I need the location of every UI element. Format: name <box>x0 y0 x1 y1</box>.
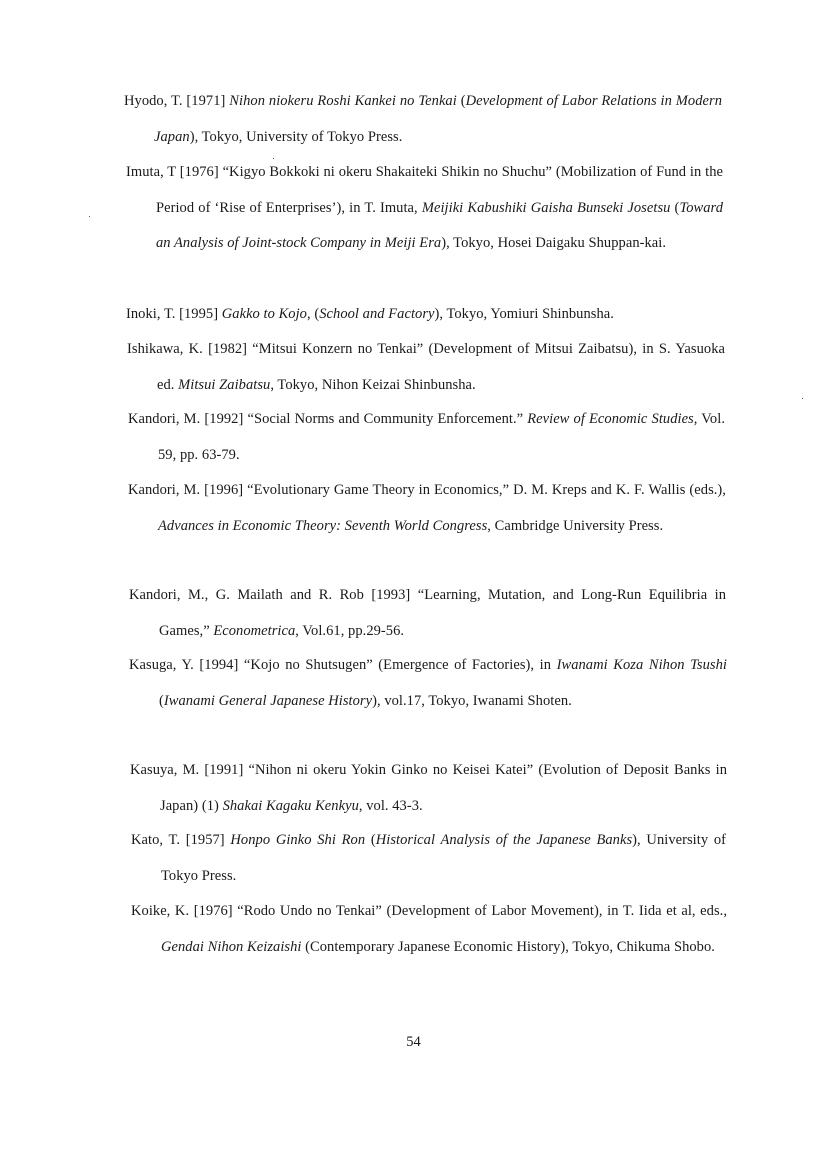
ref-journal: Review of Economic Studies <box>527 411 694 427</box>
ref-title: Mitsui Zaibatsu <box>178 376 271 393</box>
scan-speck <box>89 216 90 217</box>
ref-title-translation: Iwanami General Japanese History <box>163 692 373 709</box>
ref-text: , Vol. 59, pp. 63-79. <box>158 411 725 463</box>
ref-title-translation: School and Factory <box>319 306 435 322</box>
ref-title: Iwanami Koza Nihon Tsushi <box>556 657 728 673</box>
ref-text: ( <box>456 93 466 109</box>
ref-text: Inoki, T. [1995] <box>126 306 222 322</box>
ref-text: , Vol.61, pp.29-56. <box>295 622 405 639</box>
reference-entry <box>131 823 726 894</box>
ref-text: Kato, T. [1957] <box>131 832 231 848</box>
ref-text: Ishikawa, K. [1982] “Mitsui Konzern no Tenkai” (Development of Mitsui Zaibatsu), in S. Yasuoka ed. <box>127 341 725 393</box>
ref-text: (Contemporary Japanese Economic History), Tokyo, Chikuma Shobo. <box>301 938 715 955</box>
ref-text: Hyodo, T. [1971] <box>124 93 230 109</box>
ref-text: , Tokyo, Nihon Keizai Shinbunsha. <box>270 376 476 393</box>
ref-text: , vol. 43-3. <box>358 797 423 814</box>
ref-text: , ( <box>307 306 320 322</box>
ref-text: Koike, K. [1976] “Rodo Undo no Tenkai” (Development of Labor Movement), in T. Iida et al, eds., <box>131 903 727 919</box>
ref-text: ( <box>365 832 376 848</box>
page-number: 54 <box>406 1034 421 1050</box>
ref-text: Imuta, T [1976] “Kigyo Bokkoki ni okeru Shakaiteki Shikin no Shuchu” (Mobilization of Fund in the Period of ‘Rise of Enterprises’), in T. Imuta, <box>126 164 723 216</box>
ref-title-translation: Toward an Analysis of Joint-stock Company in Meiji Era <box>156 199 723 251</box>
ref-text: ( <box>159 692 164 709</box>
reference-entry <box>130 753 727 824</box>
ref-text: ), University of Tokyo Press. <box>161 832 727 884</box>
reference-entry <box>129 648 727 719</box>
ref-title: Meijiki Kabushiki Gaisha Bunseki Josetsu <box>421 199 671 216</box>
reference-entry <box>128 402 725 473</box>
reference-entry <box>131 894 727 965</box>
ref-title: Advances in Economic Theory: Seventh World Congress <box>158 517 488 534</box>
ref-title: Honpo Ginko Shi Ron <box>230 832 366 848</box>
reference-entry <box>128 473 726 544</box>
ref-text: ), Tokyo, Yomiuri Shinbunsha. <box>434 306 614 322</box>
ref-title: Gendai Nihon Keizaishi <box>161 938 302 955</box>
ref-text: ), Tokyo, University of Tokyo Press. <box>189 128 403 145</box>
ref-text: ), vol.17, Tokyo, Iwanami Shoten. <box>372 692 572 709</box>
ref-title: Nihon niokeru Roshi Kankei no Tenkai <box>229 93 457 109</box>
reference-entry <box>129 578 726 649</box>
ref-title-translation: Historical Analysis of the Japanese Banks <box>375 832 633 848</box>
scan-speck <box>273 158 274 159</box>
ref-journal: Econometrica <box>213 622 296 639</box>
ref-text: , Cambridge University Press. <box>487 517 664 534</box>
ref-text: Kandori, M. [1996] “Evolutionary Game Theory in Economics,” D. M. Kreps and K. F. Wallis (eds.), <box>128 482 726 498</box>
ref-title: Gakko to Kojo <box>221 306 307 322</box>
ref-text: ), Tokyo, Hosei Daigaku Shuppan-kai. <box>441 235 667 251</box>
scan-speck <box>802 398 803 399</box>
ref-text: Kasuga, Y. [1994] “Kojo no Shutsugen” (Emergence of Factories), in <box>129 657 557 673</box>
reference-entry <box>126 297 726 333</box>
ref-text: Kasuya, M. [1991] “Nihon ni okeru Yokin Ginko no Keisei Katei” (Evolution of Deposit Banks in Japan) (1) <box>130 762 727 814</box>
reference-entry <box>126 155 723 262</box>
ref-title-translation: Development of Labor Relations in Modern Japan <box>154 93 723 145</box>
ref-journal: Shakai Kagaku Kenkyu <box>222 797 359 814</box>
ref-text: Kandori, M., G. Mailath and R. Rob [1993] “Learning, Mutation, and Long-Run Equilibria in Games,” <box>129 587 726 639</box>
reference-entry <box>127 332 725 403</box>
ref-text: Kandori, M. [1992] “Social Norms and Community Enforcement.” <box>128 411 528 427</box>
reference-entry <box>124 84 722 155</box>
ref-text: ( <box>670 199 680 216</box>
